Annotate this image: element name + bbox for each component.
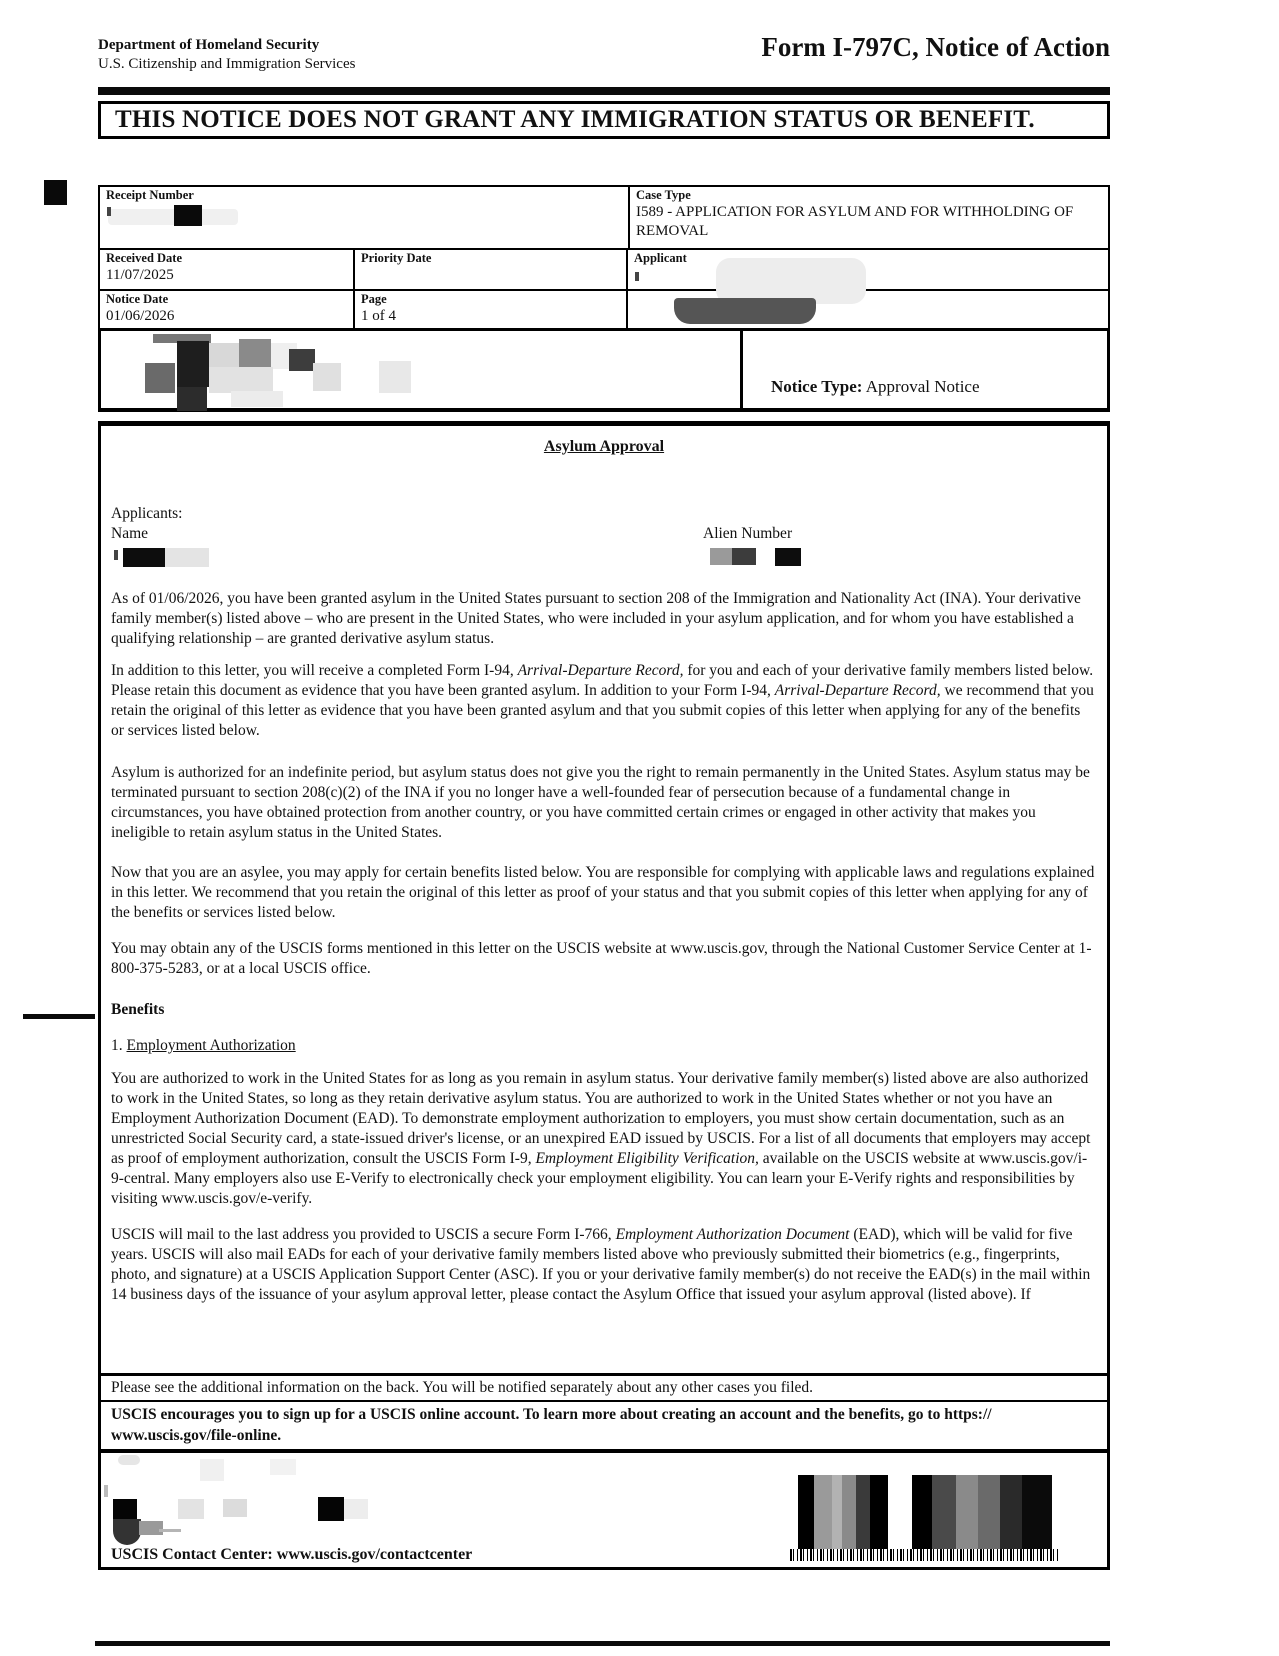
table-row — [100, 187, 1108, 250]
redaction-alien-number-value — [775, 548, 801, 566]
no-benefit-banner: THIS NOTICE DOES NOT GRANT ANY IMMIGRATION STATUS OR BENEFIT. — [98, 101, 1110, 139]
paragraph-italic: Employment Authorization Document — [615, 1226, 850, 1243]
additional-info-strip: Please see the additional information on the back. You will be notified separately about any other cases you filed. — [101, 1373, 1107, 1400]
case-info-table — [98, 185, 1110, 330]
received-date-value: 11/07/2025 — [106, 267, 174, 283]
page-label: Page — [361, 292, 387, 306]
uscis-contact-center: USCIS Contact Center: www.uscis.gov/contactcenter — [111, 1546, 473, 1563]
barcode — [798, 1475, 888, 1549]
redaction-address-block — [379, 361, 411, 393]
bottom-rule — [95, 1641, 1110, 1646]
paragraph-ead-mail — [111, 1225, 1097, 1305]
mailing-address-redacted — [101, 331, 743, 408]
notice-type-cell — [743, 331, 1107, 408]
redaction-alien-number-value — [732, 548, 756, 565]
paragraph-work-authorization — [111, 1069, 1097, 1209]
benefit1-heading — [111, 1037, 1097, 1055]
online-account-line1: USCIS encourages you to sign up for a USCIS online account. To learn more about creating an account and the benefits, go to https:// — [111, 1406, 992, 1423]
letter-body-box — [98, 421, 1110, 1570]
case-type-value: I589 - APPLICATION FOR ASYLUM AND FOR WITHHOLDING OF REMOVAL — [636, 204, 1074, 239]
applicant-label: Applicant — [634, 251, 687, 265]
letter-title: Asylum Approval — [543, 438, 665, 455]
letter-footer — [101, 1373, 1107, 1567]
redaction-address-block — [209, 367, 273, 393]
paragraph-text: available on the USCIS website at www.uscis.gov/i-9-central. Many employers also use E-Verify to electronically check your employment eligibility. You can learn your E-Verify rights and responsibilities by visiting www.uscis.gov/e-verify. — [111, 1150, 1088, 1207]
barcode-lines — [790, 1549, 1060, 1561]
paragraph-text: USCIS will mail to the last address you provided to USCIS a secure Form I-766, — [111, 1226, 616, 1243]
priority-date-cell — [355, 250, 628, 289]
notice-date-label: Notice Date — [106, 292, 169, 306]
received-date-label: Received Date — [106, 251, 183, 265]
paragraph-indefinite: Asylum is authorized for an indefinite period, but asylum status does not give you the right to remain permanently in the United States. Asylum status may be terminated pursuant to section 208(c)(2) of the INA if you no longer have a well-founded fear of persecution because of a fundamental change in circumstances, you have obtained protection from another country, or you have committed certain crimes or engaged in other activity that makes you ineligible to retain asylum status in the United States. — [111, 764, 1090, 841]
notice-date-value: 01/06/2026 — [106, 308, 175, 324]
redaction-applicant-block — [674, 298, 816, 324]
redaction-footer-block — [318, 1497, 344, 1521]
address-notice-section — [98, 328, 1110, 412]
redaction-artifact — [635, 272, 639, 281]
redaction-artifact — [104, 1485, 108, 1497]
priority-date-label: Priority Date — [361, 251, 432, 265]
redaction-address-block — [231, 391, 283, 407]
paragraph-asylee-benefits: Now that you are an asylee, you may apply for certain benefits listed below. You are responsible for complying with applicable laws and regulations explained in this letter. We recommend that you retain the original of this letter as proof of your status and that you submit copies of this letter when applying for any of the benefits or services listed below. — [111, 864, 1095, 921]
benefit1-number: 1. — [111, 1037, 127, 1054]
redaction-footer-block — [113, 1499, 137, 1521]
barcode — [912, 1475, 1052, 1549]
redaction-artifact — [107, 207, 111, 216]
redaction-address-block — [177, 387, 207, 411]
case-type-cell — [630, 187, 1108, 248]
alien-number-column-label: Alien Number — [703, 525, 793, 542]
paragraph-text: You are authorized to work in the United States for as long as you remain in asylum status. Your derivative family member(s) listed above are also authorized to work in the United States, so long as they retain derivative asylum status. You are authorized to work in the United States whether or not you have an Employment Authorization Document (EAD). To demonstrate employment authorization to employers, you must show certain documentation, such as an unrestricted Social Security card, a state-issued driver's license, or an unexpired EAD issued by USCIS. For a list of all documents that employers may accept as proof of employment authorization, consult the USCIS Form I-9, — [111, 1070, 1091, 1167]
receipt-number-cell — [100, 187, 630, 248]
margin-mark-line — [23, 1014, 95, 1019]
paragraph-text: for you and each of your derivative family members listed below. Please retain this document as evidence that you have been granted asylum. In addition to your Form I-94, — [111, 662, 1094, 699]
redaction-footer-block — [139, 1521, 163, 1535]
registration-mark — [44, 180, 67, 205]
redaction-receipt-number — [108, 209, 238, 225]
redaction-footer-block — [178, 1499, 204, 1519]
notice-type-label: Notice Type: — [771, 377, 863, 396]
table-row — [100, 250, 1108, 291]
redaction-address-block — [289, 349, 315, 371]
page-cell — [355, 291, 628, 328]
redaction-applicant-name-value — [123, 548, 165, 567]
paragraph-grant: As of 01/06/2026, you have been granted asylum in the United States pursuant to section 208 of the Immigration and Nationality Act (INA). Your derivative family member(s) listed above – who are present in the United States, who were included in your asylum application, and for whom you have established a qualifying relationship – are granted derivative asylum status. — [111, 590, 1081, 647]
redaction-footer-block — [118, 1455, 140, 1465]
paragraph-text: (EAD), which will be valid for five years. USCIS will also mail EADs for each of your derivative family members listed above who previously submitted their biometrics (e.g., fingerprints, photo, and signature) at a USCIS Application Support Center (ASC). If you or your derivative family member(s) do not receive the EAD(s) in the mail within 14 business days of the issuance of your asylum approval letter, please contact the Asylum Office that issued your asylum approval (listed above). If — [111, 1226, 1091, 1303]
redaction-applicant-name-value — [165, 548, 209, 567]
redaction-footer-block — [270, 1459, 296, 1475]
notice-type-value: Approval Notice — [865, 377, 980, 396]
paragraph-i94 — [111, 661, 1097, 741]
paragraph-italic: Employment Eligibility Verification, — [535, 1150, 759, 1167]
redaction-footer-block — [344, 1499, 368, 1519]
case-type-label: Case Type — [636, 188, 691, 202]
header-divider-bar — [98, 87, 1110, 95]
redaction-address-block — [313, 363, 341, 391]
paragraph-italic: Arrival-Departure Record, — [774, 682, 941, 699]
redaction-artifact — [114, 550, 118, 560]
applicant-cell — [628, 250, 1108, 289]
online-account-line2: www.uscis.gov/file-online. — [111, 1427, 282, 1444]
online-account-strip — [101, 1400, 1107, 1449]
redaction-receipt-number-block — [174, 205, 202, 226]
paragraph-italic: Arrival-Departure Record, — [517, 662, 684, 679]
redaction-alien-number-value — [710, 548, 732, 565]
footer-address-barcode-section — [101, 1449, 1107, 1567]
benefits-heading: Benefits — [111, 1001, 165, 1018]
letter-body — [101, 438, 1107, 1305]
redaction-footer-block — [113, 1519, 141, 1545]
benefit1-title: Employment Authorization — [126, 1037, 296, 1054]
page-value: 1 of 4 — [361, 308, 396, 324]
redaction-address-block — [145, 363, 175, 393]
redaction-address-block — [177, 341, 209, 387]
redaction-artifact — [159, 1529, 181, 1532]
agency-line2: U.S. Citizenship and Immigration Services — [98, 56, 356, 72]
applicants-block — [111, 504, 1097, 572]
receipt-number-label: Receipt Number — [106, 188, 194, 202]
applicants-label: Applicants: — [111, 505, 183, 522]
redaction-footer-block — [223, 1499, 247, 1517]
form-title: Form I-797C, Notice of Action — [761, 32, 1110, 62]
agency-header — [98, 36, 355, 74]
paragraph-text: we recommend that you retain the original of this letter as evidence that you have been granted asylum and that you submit copies of this letter when applying for any of the benefits or services listed below. — [111, 682, 1094, 739]
paragraph-forms: You may obtain any of the USCIS forms mentioned in this letter on the USCIS website at www.uscis.gov, through the National Customer Service Center at 1-800-375-5283, or at a local USCIS office. — [111, 940, 1092, 977]
redaction-footer-block — [200, 1459, 224, 1481]
agency-line1: Department of Homeland Security — [98, 37, 320, 53]
redaction-address-block — [239, 339, 271, 369]
table-row — [100, 291, 1108, 328]
name-column-label: Name — [111, 525, 149, 542]
received-date-cell — [100, 250, 355, 289]
notice-date-cell — [100, 291, 355, 328]
paragraph-text: In addition to this letter, you will receive a completed Form I-94, — [111, 662, 518, 679]
